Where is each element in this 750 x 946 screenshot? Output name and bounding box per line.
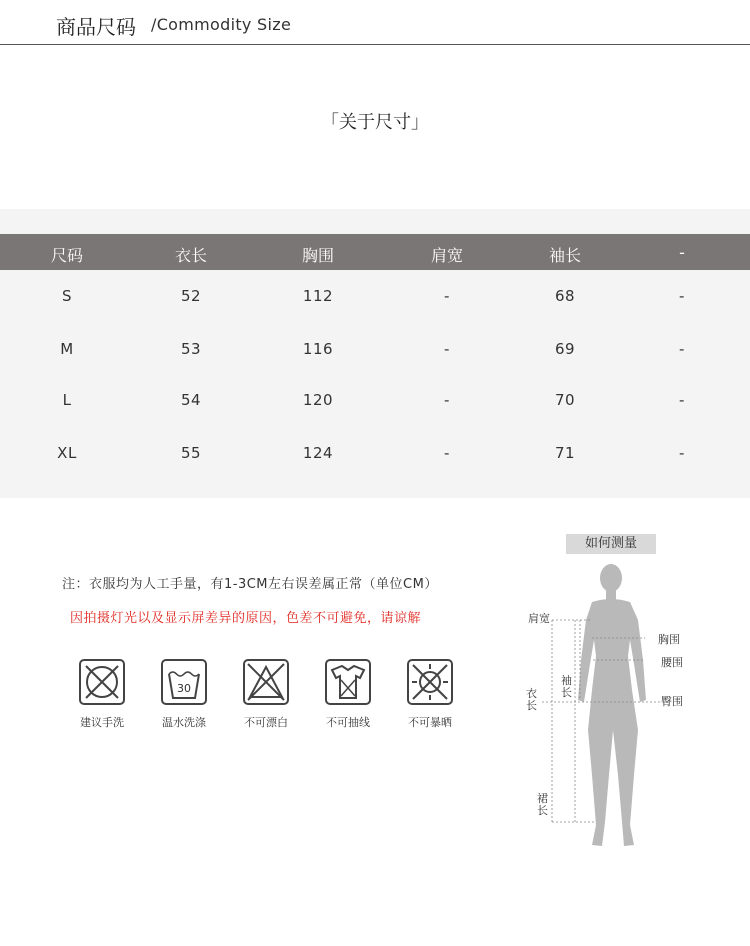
table-cell: - xyxy=(679,444,685,462)
column-header-chest: 胸围 xyxy=(301,246,334,265)
color-disclaimer: 因拍摄灯光以及显示屏差异的原因，色差不可避免，请谅解 xyxy=(70,611,422,626)
table-cell: - xyxy=(444,444,450,462)
care-item-no-pull-thread xyxy=(318,658,378,730)
page-header xyxy=(0,0,750,45)
no-sun-exposure-icon xyxy=(406,658,454,706)
care-label: 建议手洗 xyxy=(80,716,124,729)
table-cell: 53 xyxy=(180,340,202,358)
care-label: 不可暴晒 xyxy=(408,716,452,729)
hand-wash-icon xyxy=(78,658,126,706)
table-cell: - xyxy=(444,391,450,409)
table-cell: XL xyxy=(57,444,77,462)
table-cell: 70 xyxy=(554,391,576,409)
no-pull-thread-icon xyxy=(324,658,372,706)
care-item-warm-wash xyxy=(154,658,214,730)
table-cell: - xyxy=(444,287,450,305)
table-cell: 69 xyxy=(554,340,576,358)
table-cell: 52 xyxy=(180,287,202,305)
table-cell: 116 xyxy=(302,340,334,358)
care-label: 温水洗涤 xyxy=(162,716,206,729)
care-item-no-bleach xyxy=(236,658,296,730)
table-row xyxy=(0,287,750,311)
label-chest: 胸围 xyxy=(658,633,680,646)
table-cell: M xyxy=(60,340,74,358)
column-header-length: 衣长 xyxy=(174,246,207,265)
table-row xyxy=(0,444,750,468)
header-subtitle: /Commodity Size xyxy=(151,15,292,34)
column-header-sleeve: 袖长 xyxy=(548,246,581,265)
column-header-size: 尺码 xyxy=(50,246,83,265)
table-row xyxy=(0,340,750,364)
table-cell: 54 xyxy=(180,391,202,409)
care-label: 不可抽线 xyxy=(326,716,370,729)
column-header-extra: - xyxy=(679,243,685,262)
body-silhouette-figure xyxy=(520,560,720,860)
no-bleach-icon xyxy=(242,658,290,706)
table-cell: 112 xyxy=(302,287,334,305)
table-cell: L xyxy=(62,391,72,409)
table-cell: - xyxy=(679,340,685,358)
table-cell: - xyxy=(679,287,685,305)
warm-wash-icon xyxy=(160,658,208,706)
table-cell: 55 xyxy=(180,444,202,462)
label-sleeve: 袖长 xyxy=(561,674,572,699)
label-shoulder: 肩宽 xyxy=(528,612,550,625)
table-cell: 120 xyxy=(302,391,334,409)
table-cell: 71 xyxy=(554,444,576,462)
body-silhouette-icon xyxy=(578,564,646,846)
table-cell: 124 xyxy=(302,444,334,462)
label-length: 衣长 xyxy=(526,687,537,712)
how-to-measure-tag: 如何测量 xyxy=(566,534,656,554)
table-cell: S xyxy=(61,287,73,305)
care-label: 不可漂白 xyxy=(244,716,288,729)
section-title: 「关于尺寸」 xyxy=(321,112,429,133)
care-item-no-sun-exposure xyxy=(400,658,460,730)
header-title: 商品尺码 xyxy=(56,15,136,39)
size-table-header xyxy=(0,234,750,270)
table-cell: 68 xyxy=(554,287,576,305)
table-cell: - xyxy=(444,340,450,358)
table-cell: - xyxy=(679,391,685,409)
label-waist: 腰围 xyxy=(661,656,683,669)
label-skirt-length: 裙长 xyxy=(537,792,548,817)
table-row xyxy=(0,391,750,415)
column-header-shoulder: 肩宽 xyxy=(430,246,463,265)
wash-temperature: 30 xyxy=(177,682,191,695)
label-hip: 臀围 xyxy=(661,695,683,708)
measurement-note: 注：衣服均为人工手量，有1-3CM左右误差属正常（单位CM） xyxy=(62,577,438,592)
care-item-hand-wash xyxy=(72,658,132,730)
